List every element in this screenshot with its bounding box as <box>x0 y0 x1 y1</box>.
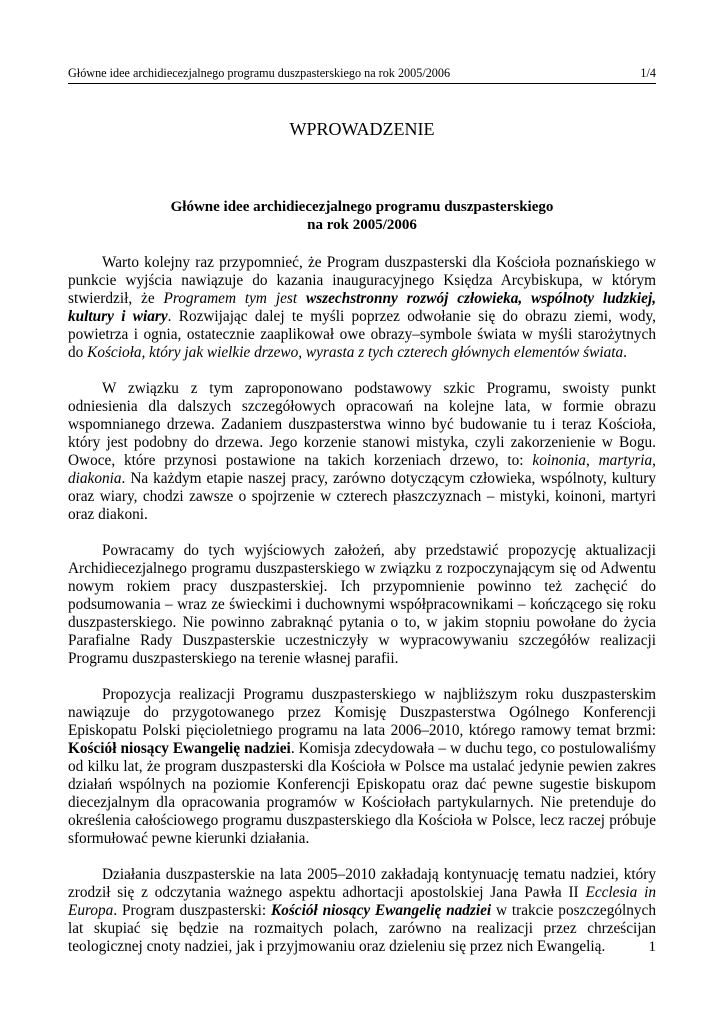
document-title <box>68 198 656 234</box>
body-text <box>68 254 656 974</box>
paragraph-1: Warto kolejny raz przypomnieć, że Program duszpasterski dla Kościoła poznańskiego w punkcie wyjścia nawiązuje do kazania inauguracyjnego Księdza Arcybiskupa, w którym stwierdził, że Programem tym jest wszechstronny rozwój człowieka, wspólnoty ludzkiej, kultury i wiary. Rozwijając dalej te myśli poprzez odwołanie się do obrazu ziemi, wody, powietrza i ognia, ostatecznie zaaplikował owe obrazy–symbole świata w myśli starożytnych do Kościoła, który jak wielkie drzewo, wyrasta z tych czterech głównych elementów świata. <box>68 254 657 361</box>
section-title: WPROWADZENIE <box>289 119 435 139</box>
paragraph-4: Propozycja realizacji Programu duszpasterskiego w najbliższym roku duszpasterskim nawiązuje do przygotowanego przez Komisję Duszpasterstwa Ogólnego Konferencji Episkopatu Polski pięcioletniego programu na lata 2006–2010, którego ramowy temat brzmi: Kościół niosący Ewangelię nadziei. Komisja zdecydowała – w duchu tego, co postulowaliśmy od kilku lat, że program duszpasterski dla Kościoła w Polsce ma ustalać jedynie pewien zakres działań wspólnych na poziomie Konferencji Episkopatu oraz dać pewne sugestie biskupom diecezjalnym dla opracowania programów w Kościołach partykularnych. Nie pretenduje do określenia całościowego programu duszpasterskiego dla Kościoła w Polsce, lecz raczej próbuje sformułować pewne kierunki działania. <box>68 686 656 847</box>
document-title-line-2: na rok 2005/2006 <box>307 217 417 233</box>
document-title-line-1: Główne idee archidiecezjalnego programu duszpasterskiego <box>170 199 554 215</box>
paragraph-5: Działania duszpasterskie na lata 2005–2010 zakładają kontynuację tematu nadziei, który zrodził się z odczytania ważnego aspektu adhortacji apostolskiej Jana Pawła II Ecclesia in Europa. Program duszpasterski: Kościół niosący Ewangelię nadziei w trakcie poszczególnych lat skupiać się będzie na rozmaitych polach, zarówno na realizacji przez chrześcijan teologicznej cnoty nadziei, jak i przyjmowaniu oraz dzieleniu się przez nich Ewangelią. <box>68 866 656 955</box>
paragraph-2: W związku z tym zaproponowano podstawowy szkic Programu, swoisty punkt odniesienia dla dalszych szczegółowych opracowań na kolejne lata, w formie obrazu wspomnianego drzewa. Zadaniem duszpasterstwa winno być budowanie tu i teraz Kościoła, który jest podobny do drzewa. Jego korzenie stanowi mistyka, czyli zakorzenienie w Bogu. Owoce, które przynosi postawione na takich korzeniach drzewo, to: koinonia, martyria, diakonia. Na każdym etapie naszej pracy, zarówno dotyczącym człowieka, wspólnoty, kultury oraz wiary, chodzi zawsze o spojrzenie w czterech płaszczyznach – mistyki, koinoni, martyri oraz diakoni. <box>68 380 656 523</box>
page-number: 1 <box>648 939 656 955</box>
running-header <box>68 66 656 84</box>
header-page-indicator: 1/4 <box>640 66 656 80</box>
header-title: Główne idee archidiecezjalnego programu duszpasterskiego na rok 2005/2006 <box>68 66 451 80</box>
paragraph-3: Powracamy do tych wyjściowych założeń, aby przedstawić propozycję aktualizacji Archidiecezjalnego programu duszpasterskiego w związku z rozpoczynającym się od Adwentu nowym rokiem pracy duszpasterskiej. Ich przypomnienie powinno też zachęcić do podsumowania – wraz ze świeckimi i duchownymi współpracownikami – kończącego się roku duszpasterskiego. Nie powinno zabraknąć pytania o to, w jakim stopniu powołane do życia Parafialne Rady Duszpasterskie uczestniczyły w wypracowywaniu szczegółów realizacji Programu duszpasterskiego na terenie własnej parafii. <box>68 542 656 667</box>
